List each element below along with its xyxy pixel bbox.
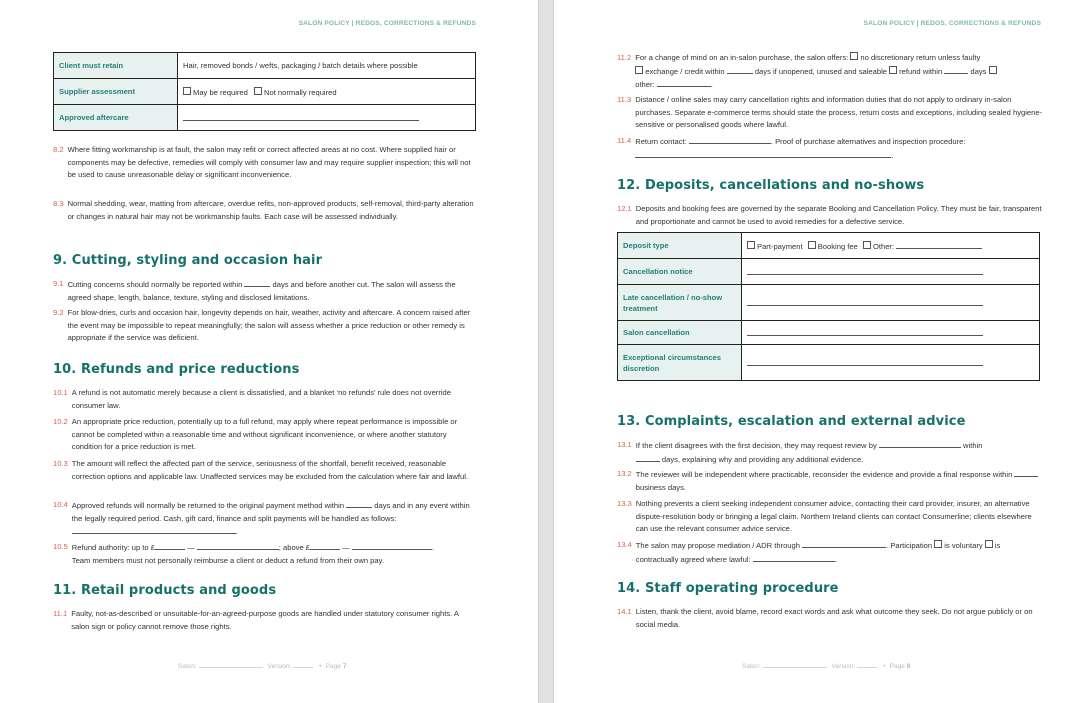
clause — [617, 94, 1045, 132]
text-run: ; above £ — [278, 543, 311, 552]
table-row — [618, 321, 1040, 345]
footer-version-label: Version: — [831, 663, 856, 670]
clause — [53, 416, 477, 454]
clause — [617, 468, 1045, 494]
clause — [617, 439, 1045, 466]
option-label: is contractually agreed where lawful: — [635, 541, 1001, 564]
table-row — [618, 233, 1040, 259]
option-label: no discretionary return unless faulty — [860, 53, 981, 62]
clause-number: 13.1 — [617, 440, 632, 449]
table-value[interactable] — [742, 285, 1040, 321]
fill-line[interactable] — [352, 541, 432, 550]
checkbox[interactable] — [747, 241, 755, 249]
clause-number: 13.3 — [617, 499, 632, 508]
client-retain-table — [53, 52, 476, 131]
text-run: within — [963, 441, 983, 450]
clause-number: 11.1 — [53, 609, 68, 618]
table-value — [178, 79, 476, 105]
table-label: Supplier assessment — [54, 79, 178, 105]
table-value[interactable] — [178, 105, 476, 131]
clause-number: 10.5 — [53, 542, 68, 551]
table-label: Late cancellation / no-show treatment — [618, 285, 742, 321]
clause-text: Where fitting workmanship is at fault, the salon may refit or correct affected areas at no cost. Where supplied hair or components may be defective, remedies will comply with consumer law and may require supplier inspection; this will not be used to cause unreasonable delay or significant inconvenience. — [67, 145, 471, 180]
fill-line[interactable] — [747, 297, 983, 306]
clause-number: 9.1 — [53, 279, 64, 288]
footer-salon-label: Salon: — [178, 663, 197, 670]
footer-page-label: Page — [889, 663, 905, 670]
clause-text: Faulty, not-as-described or unsuitable-for-an-agreed-purpose goods are handled under statutory consumer rights. A salon sign or policy cannot remove those rights. — [71, 609, 459, 631]
page-number: 8 — [906, 663, 911, 670]
section-heading: 11. Retail products and goods — [53, 583, 277, 598]
fill-line[interactable] — [689, 135, 771, 144]
text-run: . Proof of purchase alternatives and inspection procedure: — [770, 137, 966, 146]
clause-text: Normal shedding, wear, matting from aftercare, overdue refits, non-approved products, self-removal, third-party alteration or changes in natural hair may not be workmanship faults. Each case will be assessed individually. — [67, 199, 474, 221]
table-row — [54, 53, 476, 79]
fill-line[interactable] — [155, 541, 185, 550]
clause-number: 10.2 — [53, 417, 68, 426]
option-label: is voluntary — [944, 541, 983, 550]
clause — [617, 606, 1045, 631]
clause — [53, 608, 477, 633]
fill-line[interactable] — [244, 278, 270, 287]
clause — [53, 387, 477, 412]
fill-line[interactable] — [879, 439, 961, 448]
footer-page-label: Page — [325, 663, 341, 670]
checkbox[interactable] — [183, 87, 191, 95]
text-run: Return contact: — [635, 137, 687, 146]
clause — [53, 278, 477, 304]
clause-text — [72, 499, 477, 539]
fill-line[interactable] — [636, 453, 660, 462]
section-heading: 12. Deposits, cancellations and no-shows — [617, 178, 925, 193]
footer-separator: • — [319, 663, 322, 670]
fill-line[interactable] — [72, 525, 238, 537]
clause — [617, 498, 1045, 536]
clause-text — [68, 278, 477, 304]
clause-text — [636, 468, 1045, 494]
clause-number: 13.2 — [617, 469, 632, 478]
clause-text — [72, 541, 477, 567]
fill-line[interactable] — [293, 667, 313, 668]
text-run: Cutting concerns should normally be reported within — [67, 280, 245, 289]
clause-text: Deposits and booking fees are governed by the separate Booking and Cancellation Policy. They must be fair, transparent and proportionate and cannot be used to avoid remedies for a defective service. — [635, 204, 1042, 226]
text-run: The reviewer will be independent where practicable, reconsider the evidence and provide a final response within — [635, 470, 1013, 479]
clause-number: 11.3 — [617, 95, 632, 104]
section-heading: 9. Cutting, styling and occasion hair — [53, 253, 323, 268]
fill-line[interactable] — [747, 327, 983, 336]
text-run: business days. — [635, 482, 687, 492]
table-label: Approved aftercare — [54, 105, 178, 131]
checkbox[interactable] — [889, 66, 897, 74]
option-label: Part-payment — [757, 242, 803, 251]
option-label: May be required — [193, 87, 248, 97]
section-heading: 14. Staff operating procedure — [617, 581, 839, 596]
text-run: . — [710, 80, 713, 90]
fill-line[interactable] — [802, 539, 886, 548]
footer-salon-label: Salon: — [742, 663, 761, 670]
clause-text — [635, 135, 1045, 162]
text-run: days — [970, 66, 987, 76]
table-value[interactable] — [742, 259, 1040, 285]
clause-text: The amount will reflect the affected part of the service, seriousness of the shortfall, benefit received, reasonable correction options and applicable law. Unaffected services may be excluded from the calculation where fair and lawful. — [71, 459, 468, 481]
page-footer — [742, 663, 910, 670]
fill-line[interactable] — [944, 65, 968, 74]
fill-line[interactable] — [727, 65, 753, 74]
table-row — [618, 285, 1040, 321]
fill-line[interactable] — [753, 553, 835, 562]
table-row — [618, 259, 1040, 285]
table-label: Exceptional circumstances discretion — [618, 345, 742, 381]
text-run: Refund authority: up to £ — [71, 543, 155, 552]
clause — [53, 198, 477, 223]
table-value[interactable] — [742, 345, 1040, 381]
text-run: days and before another cut. The salon will assess the agreed shape, length, balance, texture, styling and disclosed limitations. — [67, 280, 456, 302]
text-run: The salon may propose mediation / ADR through — [635, 541, 800, 550]
fill-line[interactable] — [747, 357, 983, 366]
option-label: Not normally required — [264, 87, 337, 97]
clause-number: 10.3 — [53, 459, 68, 468]
table-row — [54, 105, 476, 131]
table-label: Cancellation notice — [618, 259, 742, 285]
checkbox[interactable] — [985, 540, 993, 548]
text-run: Team members must not personally reimburse a client or deduct a refund from their own pay. — [71, 555, 384, 565]
text-run: If the client disagrees with the first decision, they may request review by — [635, 441, 877, 450]
fill-line[interactable] — [1014, 468, 1038, 477]
option-label: other: — [635, 80, 655, 90]
option-label: Other: — [872, 242, 895, 251]
checkbox[interactable] — [808, 241, 816, 249]
table-value[interactable] — [742, 321, 1040, 345]
table-value: Hair, removed bonds / wefts, packaging / batch details where possible — [178, 53, 476, 79]
checkbox[interactable] — [850, 52, 858, 60]
fill-line[interactable] — [857, 667, 877, 668]
fill-line[interactable] — [657, 78, 713, 90]
clause-number: 10.4 — [53, 500, 68, 509]
clause-text — [635, 52, 1045, 92]
text-run: . — [891, 150, 894, 160]
text-run: Approved refunds will normally be returned to the original payment method within — [71, 501, 347, 510]
page-gutter — [539, 0, 553, 703]
clause-text: Listen, thank the client, avoid blame, record exact words and ask what outcome they seek. Do not argue publicly or on social media. — [635, 607, 1033, 629]
clause-number: 10.1 — [53, 388, 68, 397]
text-run: . — [431, 543, 434, 552]
table-label: Salon cancellation — [618, 321, 742, 345]
running-header: SALON POLICY | REDOS, CORRECTIONS & REFUNDS — [298, 20, 476, 27]
checkbox[interactable] — [863, 241, 871, 249]
table-label: Deposit type — [618, 233, 742, 259]
text-run: . Participation — [886, 541, 933, 550]
clause-text: A refund is not automatic merely because a client is dissatisfied, and a blanket ‘no refunds’ rule does not override consumer law. — [71, 388, 451, 410]
option-label: exchange / credit within — [645, 66, 725, 76]
fill-line[interactable] — [763, 667, 827, 668]
clause-number: 11.2 — [617, 53, 632, 62]
checkbox[interactable] — [989, 66, 997, 74]
clause — [53, 499, 477, 539]
page-footer — [178, 663, 346, 670]
footer-version-label: Version: — [267, 663, 292, 670]
clause — [617, 52, 1045, 92]
fill-line[interactable] — [199, 667, 263, 668]
clause-text: For blow-dries, curls and occasion hair, longevity depends on hair, weather, activity and aftercare. A concern raised after the event may be impossible to repeat meaningfully; the salon will assess whether a price reduction or other remedy is appropriate if the service was deficient. — [67, 308, 471, 343]
clause — [53, 541, 477, 567]
table-value — [742, 233, 1040, 259]
clause-number: 13.4 — [617, 540, 632, 549]
text-run: . — [834, 554, 837, 564]
option-label: refund within — [899, 66, 943, 76]
text-run: — — [340, 543, 352, 552]
fill-line[interactable] — [310, 541, 340, 550]
fill-line[interactable] — [635, 149, 894, 160]
page-8 — [553, 0, 1092, 703]
option-label: Booking fee — [817, 242, 858, 251]
checkbox[interactable] — [254, 87, 262, 95]
clause — [617, 539, 1045, 566]
clause-number: 9.2 — [53, 308, 64, 317]
clause-text: Distance / online sales may carry cancellation rights and information duties that do not apply to ordinary in-salon purchases. Separate e-commerce terms should state the process, return costs and exceptions, including sealed hygiene-sensitive or personalised goods where lawful. — [635, 95, 1043, 130]
page-number: 7 — [342, 663, 347, 670]
text-run: For a change of mind on an in-salon purchase, the salon offers: — [635, 53, 849, 62]
clause-text: Nothing prevents a client seeking independent consumer advice, contacting their card provider, insurer, an alternative dispute-resolution body or bringing a legal claim. Northern Ireland clients can contact Consumerline; clients elsewhere can use the relevant consumer advice service. — [635, 499, 1032, 534]
clause-number: 8.2 — [53, 145, 64, 154]
footer-separator: • — [883, 663, 886, 670]
section-heading: 10. Refunds and price reductions — [53, 362, 300, 377]
clause-number: 11.4 — [617, 136, 632, 145]
clause-text — [636, 439, 1045, 466]
clause-number: 8.3 — [53, 199, 64, 208]
table-label: Client must retain — [54, 53, 178, 79]
clause — [53, 307, 477, 345]
running-header: SALON POLICY | REDOS, CORRECTIONS & REFUNDS — [863, 20, 1041, 27]
text-run: . — [235, 527, 238, 537]
clause-text: An appropriate price reduction, potentially up to a full refund, may apply where repeat performance is impossible or cannot be completed within a reasonable time and without significant inconvenience, or where another statutory condition for a price reduction is met. — [71, 417, 458, 452]
text-run: days if unopened, unused and saleable — [754, 66, 887, 76]
clause — [617, 203, 1045, 228]
fill-line[interactable] — [747, 266, 983, 275]
text-run: — — [184, 543, 197, 552]
clause-text — [636, 539, 1045, 566]
text-run: days and in any event within the legally required period. Cash, gift card, finance and split payments will be handled as follows: — [71, 501, 470, 523]
clause — [617, 135, 1045, 162]
text-run: days, explaining why and providing any additional evidence. — [661, 454, 864, 464]
checkbox[interactable] — [934, 540, 942, 548]
checkbox[interactable] — [635, 66, 643, 74]
section-heading: 13. Complaints, escalation and external advice — [617, 414, 966, 429]
fill-line[interactable] — [346, 499, 372, 508]
table-row — [54, 79, 476, 105]
clause-number: 12.1 — [617, 204, 632, 213]
fill-line[interactable] — [197, 541, 279, 550]
page-7 — [0, 0, 539, 703]
clause — [53, 144, 477, 182]
fill-line[interactable] — [896, 240, 982, 249]
table-row — [618, 345, 1040, 381]
fill-line[interactable] — [183, 112, 419, 121]
deposit-table — [617, 232, 1040, 381]
clause-number: 14.1 — [617, 607, 632, 616]
clause — [53, 458, 477, 483]
